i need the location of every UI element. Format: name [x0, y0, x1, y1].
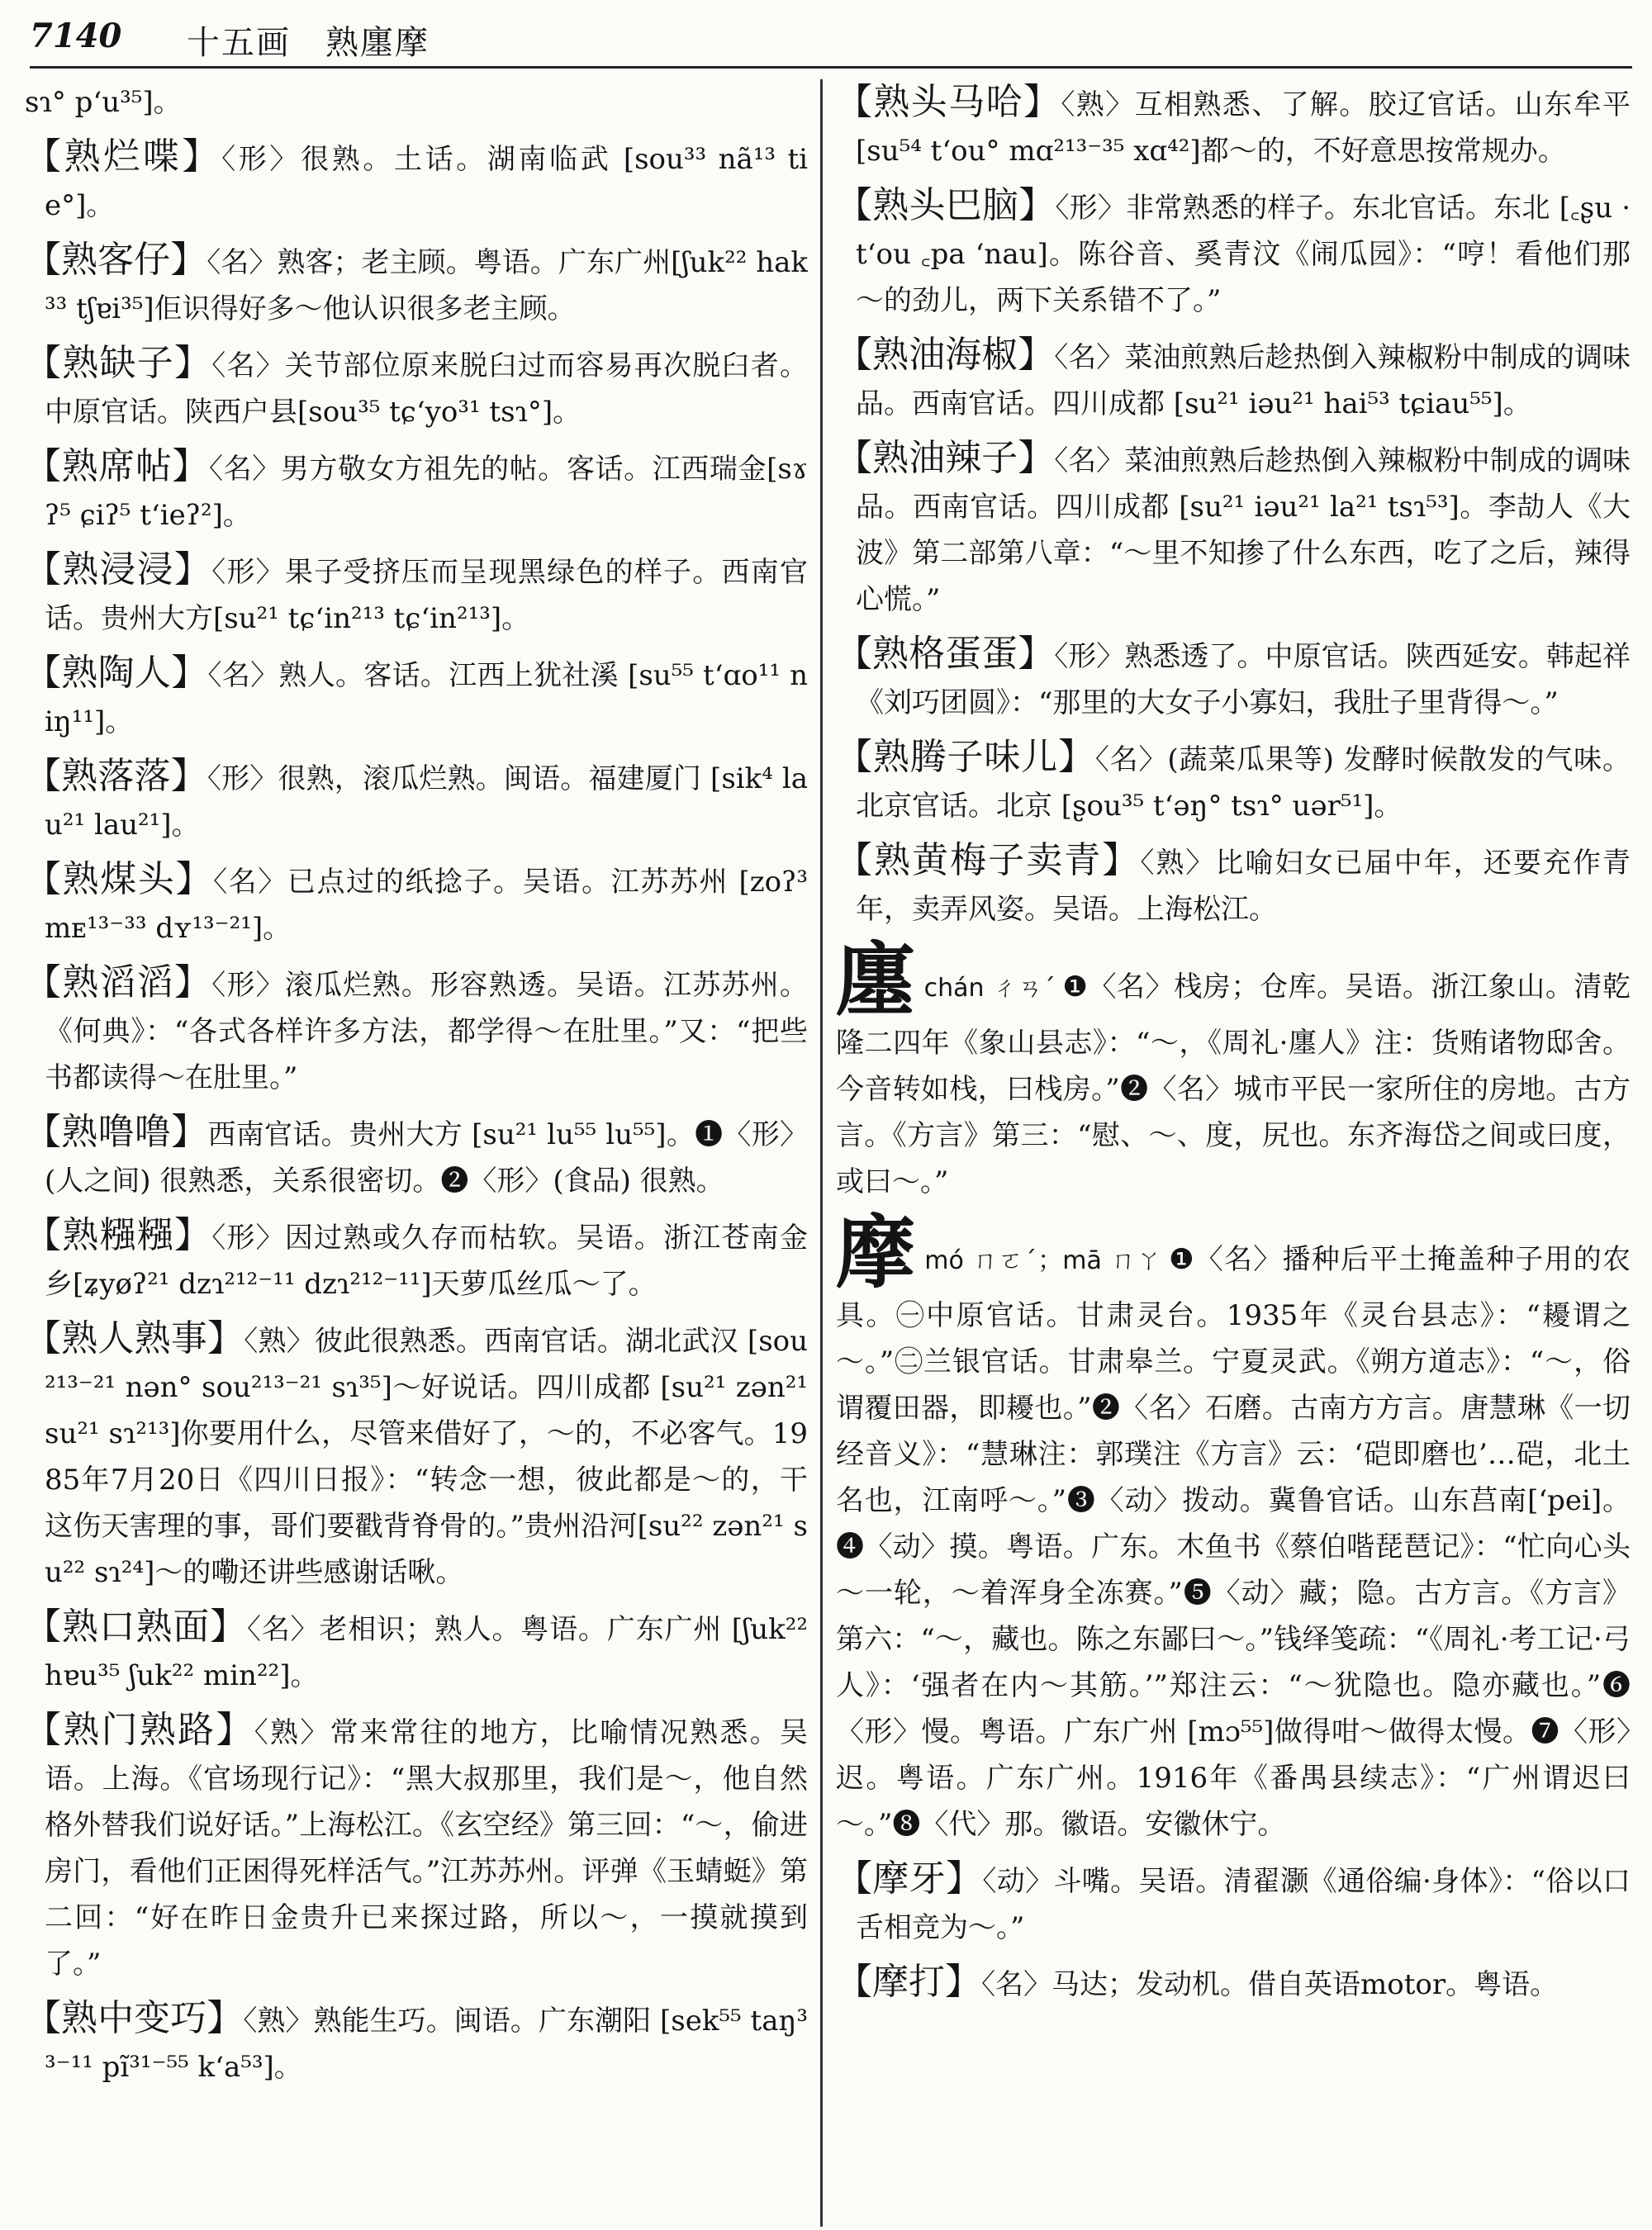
- entry-headword: 【熟缺子】: [25, 342, 212, 384]
- dictionary-entry: [836, 183, 1631, 324]
- entry-headword: 【熟格蛋蛋】: [836, 633, 1055, 675]
- dictionary-entry: [836, 734, 1631, 829]
- dictionary-entry: [836, 435, 1631, 623]
- entry-headword: 【熟油海椒】: [836, 334, 1055, 376]
- dictionary-entry: [836, 837, 1631, 932]
- dictionary-entry: [25, 650, 808, 745]
- page-header: [30, 13, 1632, 71]
- entry-text: 〈名〉马达；发动机。借自英语motor。粤语。: [981, 1968, 1559, 2001]
- entry-headword: 【熟煤头】: [25, 858, 214, 900]
- entry-character: 廛: [836, 934, 916, 1027]
- dictionary-entry: [836, 79, 1631, 174]
- entry-headword: 【熟头巴脑】: [836, 184, 1056, 226]
- character-entry: [836, 934, 1631, 1205]
- entry-text: 〈名〉关节部位原来脱臼过而容易再次脱臼者。中原官话。陕西户县[sou³⁵ tɕ‘yo³¹ tsɿ°]。: [45, 349, 808, 429]
- entry-text: 〈熟〉熟能生巧。闽语。广东潮阳 [sek⁵⁵ taŋ³³⁻¹¹ pĩ³¹⁻⁵⁵ k‘a⁵³]。: [45, 2005, 808, 2084]
- entry-text: 〈熟〉互相熟悉、了解。胶辽官话。山东牟平 [su⁵⁴ t‘ou° mɑ²¹³⁻³⁵ xɑ⁴²]都～的，不好意思按常规办。: [856, 88, 1631, 168]
- entry-headword: 【熟落落】: [25, 755, 207, 797]
- entry-pinyin: mó ㄇㄛˊ；mā ㄇㄚ: [924, 1246, 1163, 1275]
- entry-text: 〈名〉老相识；熟人。粤语。广东广州 [ʃuk²² hɐu³⁵ ʃuk²² min²²]。: [45, 1613, 808, 1692]
- dictionary-entry: [25, 1995, 808, 2090]
- entry-text: 〈名〉已点过的纸捻子。吴语。江苏苏州 [zoʔ³ mᴇ¹³⁻³³ dʏ¹³⁻²¹]。: [45, 866, 808, 945]
- entry-text: 〈名〉菜油煎熟后趁热倒入辣椒粉中制成的调味品。西南官话。四川成都 [su²¹ iəu²¹ la²¹ tsɿ⁵³]。李劼人《大波》第二部第八章：“～里不知掺了什么东西，吃了之后，辣得心慌。”: [856, 444, 1631, 616]
- dictionary-entry: [25, 753, 808, 848]
- right-tail-entries: [836, 1856, 1631, 2008]
- entry-headword: 【摩牙】: [836, 1858, 983, 1900]
- entry-headword: 【熟席帖】: [25, 445, 210, 487]
- character-entry: [836, 1207, 1631, 1848]
- entry-headword: 【熟人熟事】: [25, 1317, 244, 1359]
- dictionary-entry: [25, 960, 808, 1101]
- right-entries: [836, 79, 1631, 932]
- entry-text: 〈名〉菜油煎熟后趁热倒入辣椒粉中制成的调味品。西南官话。四川成都 [su²¹ iəu²¹ hai⁵³ tɕiau⁵⁵]。: [856, 341, 1631, 420]
- entry-headword: 【熟浸浸】: [25, 548, 212, 591]
- entry-text: 西南官话。贵州大方 [su²¹ lu⁵⁵ lu⁵⁵]。❶〈形〉(人之间) 很熟悉，关系很密切。❷〈形〉(食品) 很熟。: [45, 1118, 808, 1198]
- dictionary-entry: [25, 547, 808, 642]
- entry-pinyin: chán ㄔㄢˊ: [923, 974, 1056, 1003]
- entry-text: 〈名〉熟客；老主顾。粤语。广东广州[ʃuk²² hak³³ tʃɐi³⁵]佢识得好多～他认识很多老主顾。: [45, 246, 808, 325]
- entry-headword: 【熟噜噜】: [25, 1111, 208, 1153]
- entry-character: 摩: [836, 1207, 917, 1299]
- dictionary-entry: [25, 1316, 808, 1596]
- entry-text: 〈形〉果子受挤压而呈现黑绿色的样子。西南官话。贵州大方[su²¹ tɕ‘in²¹³ tɕ‘in²¹³]。: [45, 556, 808, 635]
- entry-text: ❶〈名〉播种后平土掩盖种子用的农具。㊀中原官话。甘肃灵台。1935年《灵台县志》：“耰谓之～。”㊁兰银官话。甘肃皋兰。宁夏灵武。《朔方道志》：“～，俗谓覆田器，即耰也。”❷〈名〉石磨。古南方方言。唐慧琳《一切经音义》：“慧琳注：郭璞注《方言》云：‘硙即磨也’…硙，北土名也，江南呼～。”❸〈动〉拨动。冀鲁官话。山东莒南[‘pei]。❹〈动〉摸。粤语。广东。木鱼书《蔡伯喈琵琶记》：“忙向心头～一轮，～着浑身全冻赛。”❺〈动〉藏；隐。古方言。《方言》第六：“～，藏也。陈之东鄙曰～。”钱绎笺疏：“《周礼·考工记·弓人》：‘强者在内～其筋。’”郑注云：“～犹隐也。隐亦藏也。”❻〈形〉慢。粤语。广东广州 [mɔ⁵⁵]做得咁～做得太慢。❼〈形〉迟。粤语。广东广州。1916年《番禺县续志》：“广州谓迟曰～。”❽〈代〉那。徽语。安徽休宁。: [836, 1243, 1631, 1841]
- entry-text: 〈名〉熟人。客话。江西上犹社溪 [su⁵⁵ t‘ɑo¹¹ niŋ¹¹]。: [45, 659, 808, 738]
- entry-text: 〈动〉斗嘴。吴语。清翟灏《通俗编·身体》：“俗以口舌相竞为～。”: [856, 1865, 1631, 1944]
- entry-text: 〈形〉滚瓜烂熟。形容熟透。吴语。江苏苏州。《何典》：“各式各样许多方法，都学得～在肚里。”又：“把些书都读得～在肚里。”: [45, 969, 808, 1094]
- entry-text: sɿ° p‘u³⁵]。: [25, 86, 182, 119]
- entry-text: 〈形〉非常熟悉的样子。东北官话。东北 [꜀ʂu ·t‘ou ꜀pa ‘nau]。陈谷音、奚青汶《闹瓜园》：“哼！看他们那～的劲儿，两下关系错不了。”: [856, 192, 1631, 317]
- entry-text: 〈熟〉常来常往的地方，比喻情况熟悉。吴语。上海。《官场现行记》：“黑大叔那里，我们是～，他自然格外替我们说好话。”上海松江。《玄空经》第三回：“～，偷进房门，看他们正困得死样活气。”江苏苏州。评弹《玉蜻蜓》第二回：“好在昨日金贵升已来探过路，所以～，一摸就摸到了。”: [45, 1716, 808, 1981]
- entry-headword: 【熟滔滔】: [25, 961, 212, 1004]
- page-number: 7140: [30, 17, 122, 55]
- left-column: [25, 79, 808, 2227]
- entry-headword: 【熟糨糨】: [25, 1214, 212, 1256]
- entry-headword: 【熟烂喋】: [25, 135, 222, 178]
- dictionary-entry: [836, 332, 1631, 427]
- dictionary-entry: [836, 1856, 1631, 1951]
- char-entries: [836, 934, 1631, 1848]
- entry-headword: 【熟陶人】: [25, 652, 208, 694]
- dictionary-entry: [25, 856, 808, 951]
- entry-text: 〈名〉(蔬菜瓜果等) 发酵时候散发的气味。北京官话。北京 [ʂou³⁵ t‘əŋ° tsɿ° uər⁵¹]。: [856, 743, 1631, 823]
- dictionary-entry: [25, 134, 808, 229]
- entry-headword: 【熟油辣子】: [836, 437, 1055, 479]
- entry-text: 〈形〉因过熟或久存而枯软。吴语。浙江苍南金乡[ʑyøʔ²¹ dzɿ²¹²⁻¹¹ dzɿ²¹²⁻¹¹]天萝瓜丝瓜～了。: [45, 1222, 808, 1301]
- dictionary-entry: [25, 340, 808, 435]
- entry-headword: 【熟黄梅子卖青】: [836, 839, 1141, 881]
- entry-text: 〈名〉男方敬女方祖先的帖。客话。江西瑞金[sɤʔ⁵ ɕiʔ⁵ t‘ieʔ²]。: [45, 453, 808, 532]
- entry-text: 〈形〉很熟。土话。湖南临武 [sou³³ nã¹³ tie°]。: [45, 143, 808, 222]
- entry-headword: 【熟头马哈】: [836, 81, 1061, 123]
- dictionary-entry: [25, 444, 808, 539]
- entry-text: 〈形〉熟悉透了。中原官话。陕西延安。韩起祥《刘巧团圆》：“那里的大女子小寡妇，我肚子里背得～。”: [856, 640, 1631, 719]
- dictionary-entry: [836, 1959, 1631, 2008]
- right-column: [836, 79, 1631, 2227]
- entry-headword: 【摩打】: [836, 1961, 981, 2003]
- dictionary-entry: [25, 237, 808, 332]
- dictionary-entry: [25, 1109, 808, 1204]
- entry-headword: 【熟门熟路】: [25, 1709, 254, 1751]
- entry-text: ❶〈名〉栈房；仓库。吴语。浙江象山。清乾隆二四年《象山县志》：“～，《周礼·廛人》注：货贿诸物邸舍。今音转如栈，曰栈房。”❷〈名〉城市平民一家所住的房地。古方言。《方言》第三：“慰、～、度，尻也。东齐海岱之间或曰度，或曰～。”: [836, 970, 1631, 1198]
- entry-text: 〈熟〉彼此很熟悉。西南官话。湖北武汉 [sou²¹³⁻²¹ nən° sou²¹³⁻²¹ sɿ³⁵]～好说话。四川成都 [su²¹ zən²¹ su²¹ sɿ²¹³]你要用什么，尽管来借好了，～的，不必客气。1985年7月20日《四川日报》：“转念一想，彼此都是～的，干这伤天害理的事，哥们要戳背脊骨的。”贵州沿河[su²² zən²¹ su²² sɿ²⁴]～的嘞还讲些感谢话啾。: [45, 1325, 808, 1589]
- column-divider: [820, 79, 823, 2227]
- dictionary-entry: [25, 1212, 808, 1307]
- page-title: 十五画 熟廛摩: [187, 24, 430, 62]
- entry-headword: 【熟口熟面】: [25, 1606, 247, 1648]
- dictionary-entry: [836, 631, 1631, 726]
- dictionary-entry: [25, 79, 808, 126]
- entry-headword: 【熟客仔】: [25, 239, 207, 281]
- entry-headword: 【熟腾子味儿】: [836, 736, 1095, 778]
- entry-text: 〈形〉很熟，滚瓜烂熟。闽语。福建厦门 [sik⁴ lau²¹ lau²¹]。: [45, 762, 808, 842]
- header-rule: [30, 66, 1632, 69]
- entry-headword: 【熟中变巧】: [25, 1997, 244, 2039]
- dictionary-entry: [25, 1707, 808, 1987]
- entry-text: 〈熟〉比喻妇女已届中年，还要充作青年，卖弄风姿。吴语。上海松江。: [856, 847, 1631, 926]
- dictionary-entry: [25, 1604, 808, 1699]
